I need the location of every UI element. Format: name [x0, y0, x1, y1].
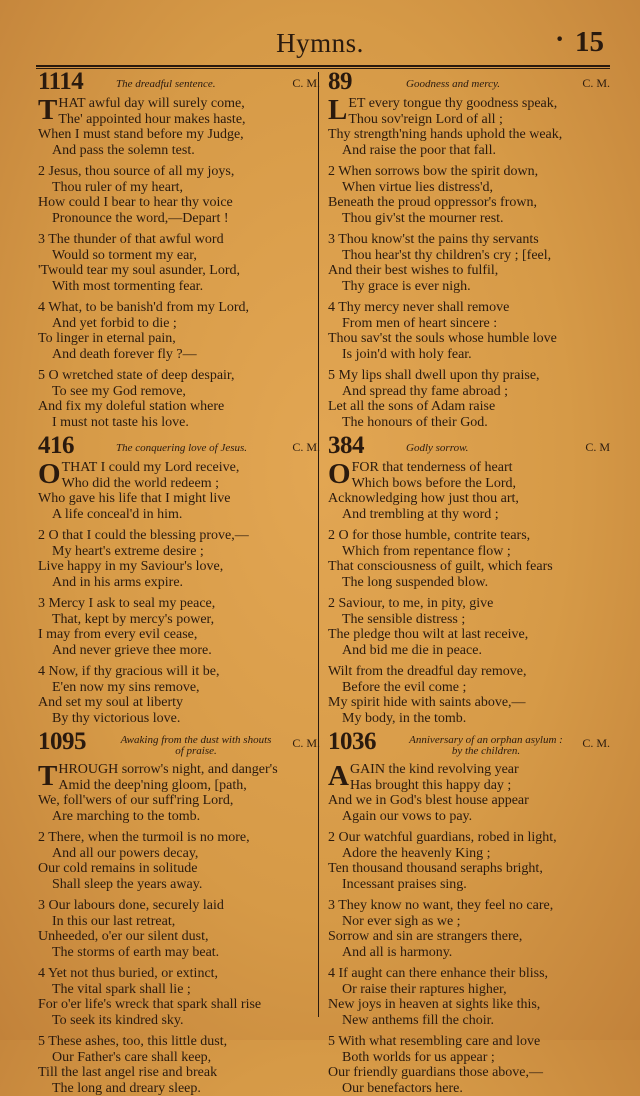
verse-line: 5 These ashes, too, this little dust, — [38, 1034, 320, 1050]
verse-line: We, foll'wers of our suff'ring Lord, — [38, 793, 320, 809]
stanza — [38, 164, 320, 226]
verse-line: Who gave his life that I might live — [38, 491, 320, 507]
verse-line: Thou sav'st the souls whose humble love — [328, 331, 610, 347]
verse-line: Thou ruler of my heart, — [38, 180, 320, 196]
verse-text: ET every tongue thy goodness speak, — [348, 96, 557, 111]
verse-line: Again our vows to pay. — [328, 809, 610, 825]
verse-line: 5 My lips shall dwell upon thy praise, — [328, 368, 610, 384]
verse-text: HROUGH sorrow's night, and danger's — [58, 762, 277, 777]
stanza — [38, 528, 320, 590]
verse-line: Before the evil come ; — [328, 680, 610, 696]
stanza — [328, 300, 610, 362]
verse-line: 5 With what resembling care and love — [328, 1034, 610, 1050]
verse-line — [328, 762, 610, 778]
stanza — [38, 1034, 320, 1096]
hymn-number: 89 — [328, 68, 352, 96]
verse-line: The long and dreary sleep. — [38, 1081, 320, 1096]
verse-text: GAIN the kind revolving year — [350, 762, 519, 777]
verse-line: Acknowledging how just thou art, — [328, 491, 610, 507]
verse-line: 4 Now, if thy gracious will it be, — [38, 664, 320, 680]
verse-line: Our cold remains in solitude — [38, 861, 320, 877]
verse-line: 2 Jesus, thou source of all my joys, — [38, 164, 320, 180]
verse-line: Would so torment my ear, — [38, 248, 320, 264]
verse-line: 4 Thy mercy never shall remove — [328, 300, 610, 316]
verse-line: And their best wishes to fulfil, — [328, 263, 610, 279]
verse-line: And in his arms expire. — [38, 575, 320, 591]
verse-line: The' appointed hour makes haste, — [38, 112, 320, 128]
verse-line: The sensible distress ; — [328, 612, 610, 628]
hymn-meter: C. M. — [582, 76, 610, 91]
stanza — [328, 232, 610, 294]
verse-line: The storms of earth may beat. — [38, 945, 320, 961]
verse-line: Which from repentance flow ; — [328, 544, 610, 560]
hymn-number: 1095 — [38, 728, 86, 756]
stanza — [328, 664, 610, 726]
verse-line: The pledge thou wilt at last receive, — [328, 627, 610, 643]
page-title: Hymns. — [0, 28, 640, 59]
verse-line: My spirit hide with saints above,— — [328, 695, 610, 711]
verse-line: And bid me die in peace. — [328, 643, 610, 659]
hymn-meter: C. M — [585, 440, 610, 455]
hymn-number: 384 — [328, 432, 364, 460]
stanza — [328, 368, 610, 430]
verse-line: Our benefactors here. — [328, 1081, 610, 1096]
verse-line: Wilt from the dreadful day remove, — [328, 664, 610, 680]
hymn-heading — [328, 730, 610, 762]
verse-line: That consciousness of guilt, which fears — [328, 559, 610, 575]
verse-line: 4 Yet not thus buried, or extinct, — [38, 966, 320, 982]
hymn-block — [38, 70, 320, 430]
verse-line: Thou giv'st the mourner rest. — [328, 211, 610, 227]
verse-line: 3 The thunder of that awful word — [38, 232, 320, 248]
verse-line: Incessant praises sing. — [328, 877, 610, 893]
verse-line: Thy grace is ever nigh. — [328, 279, 610, 295]
stanza — [328, 164, 610, 226]
verse-line: Unheeded, o'er our silent dust, — [38, 929, 320, 945]
stanza — [38, 96, 320, 158]
stanza — [328, 1034, 610, 1096]
drop-cap: T — [38, 97, 57, 124]
verse-text: FOR that tenderness of heart — [352, 460, 513, 475]
stanza — [328, 966, 610, 1028]
verse-line: When virtue lies distress'd, — [328, 180, 610, 196]
verse-text: HAT awful day will surely come, — [58, 96, 244, 111]
verse-line: Shall sleep the years away. — [38, 877, 320, 893]
verse-line — [38, 460, 320, 476]
stanza — [38, 232, 320, 294]
stanza — [38, 300, 320, 362]
header-rule — [36, 65, 610, 67]
hymn-theme: The conquering love of Jesus. — [116, 442, 247, 454]
verse-line: To linger in eternal pain, — [38, 331, 320, 347]
stanza — [328, 898, 610, 960]
drop-cap: A — [328, 763, 349, 790]
verse-line: I must not taste his love. — [38, 415, 320, 431]
stanza — [328, 460, 610, 522]
page-number: · 15 — [575, 26, 604, 59]
hymn-block — [38, 434, 320, 726]
verse-line: How could I bear to hear thy voice — [38, 195, 320, 211]
hymn-block — [38, 730, 320, 1096]
drop-cap: L — [328, 97, 347, 124]
verse-line: And set my soul at liberty — [38, 695, 320, 711]
verse-line: Till the last angel rise and break — [38, 1065, 320, 1081]
verse-line: And we in God's blest house appear — [328, 793, 610, 809]
page-header — [0, 28, 640, 64]
verse-line: I may from every evil cease, — [38, 627, 320, 643]
verse-line: For o'er life's wreck that spark shall rise — [38, 997, 320, 1013]
verse-line: 4 What, to be banish'd from my Lord, — [38, 300, 320, 316]
stanza — [38, 664, 320, 726]
verse-line: 2 There, when the turmoil is no more, — [38, 830, 320, 846]
hymn-theme: Anniversary of an orphan asylum : by the children. — [406, 735, 566, 757]
verse-line: E'en now my sins remove, — [38, 680, 320, 696]
verse-line: My body, in the tomb. — [328, 711, 610, 727]
verse-line: Who did the world redeem ; — [38, 476, 320, 492]
verse-line: And all our powers decay, — [38, 846, 320, 862]
verse-line: 2 O for those humble, contrite tears, — [328, 528, 610, 544]
verse-line: Has brought this happy day ; — [328, 778, 610, 794]
verse-line: 2 When sorrows bow the spirit down, — [328, 164, 610, 180]
hymn-heading — [38, 70, 320, 96]
verse-line: That, kept by mercy's power, — [38, 612, 320, 628]
stanza — [38, 460, 320, 522]
verse-line: With most tormenting fear. — [38, 279, 320, 295]
hymn-theme: Awaking from the dust with shouts of praise. — [116, 735, 276, 757]
verse-line: 5 O wretched state of deep despair, — [38, 368, 320, 384]
hymn-heading — [328, 70, 610, 96]
verse-line: Or raise their raptures higher, — [328, 982, 610, 998]
verse-line: To see my God remove, — [38, 384, 320, 400]
verse-line: 2 Saviour, to me, in pity, give — [328, 596, 610, 612]
hymn-block — [328, 434, 610, 726]
verse-line: When I must stand before my Judge, — [38, 127, 320, 143]
stanza — [38, 596, 320, 658]
stanza — [38, 966, 320, 1028]
stanza — [328, 830, 610, 892]
hymn-block — [328, 730, 610, 1096]
verse-line: Thy strength'ning hands uphold the weak, — [328, 127, 610, 143]
verse-line: Nor ever sigh as we ; — [328, 914, 610, 930]
hymn-number: 1036 — [328, 728, 376, 756]
verse-line: To seek its kindred sky. — [38, 1013, 320, 1029]
stanza — [38, 898, 320, 960]
verse-line: Which bows before the Lord, — [328, 476, 610, 492]
verse-line: And pass the solemn test. — [38, 143, 320, 159]
hymn-heading — [38, 730, 320, 762]
stanza — [328, 596, 610, 658]
verse-line: New anthems fill the choir. — [328, 1013, 610, 1029]
verse-text: THAT I could my Lord receive, — [62, 460, 240, 475]
verse-line — [38, 762, 320, 778]
verse-line: 3 Our labours done, securely laid — [38, 898, 320, 914]
verse-line: In this our last retreat, — [38, 914, 320, 930]
hymn-meter: C. M. — [582, 736, 610, 751]
hymn-heading — [328, 434, 610, 460]
stanza — [328, 762, 610, 824]
verse-line: And all is harmony. — [328, 945, 610, 961]
hymn-meter: C. M. — [292, 76, 320, 91]
right-column — [328, 70, 610, 1096]
stanza — [38, 368, 320, 430]
verse-line: 'Twould tear my soul asunder, Lord, — [38, 263, 320, 279]
left-column — [38, 70, 320, 1096]
verse-line: And spread thy fame abroad ; — [328, 384, 610, 400]
hymn-number: 1114 — [38, 68, 83, 96]
verse-line: 3 Thou know'st the pains thy servants — [328, 232, 610, 248]
hymn-meter: C. M. — [292, 440, 320, 455]
verse-line: Amid the deep'ning gloom, [path, — [38, 778, 320, 794]
verse-line: And yet forbid to die ; — [38, 316, 320, 332]
verse-line: My heart's extreme desire ; — [38, 544, 320, 560]
verse-line: And fix my doleful station where — [38, 399, 320, 415]
verse-line: Ten thousand thousand seraphs bright, — [328, 861, 610, 877]
verse-line: From men of heart sincere : — [328, 316, 610, 332]
verse-line: By thy victorious love. — [38, 711, 320, 727]
drop-cap: O — [328, 461, 351, 488]
verse-line: Pronounce the word,—Depart ! — [38, 211, 320, 227]
hymn-meter: C. M. — [292, 736, 320, 751]
drop-cap: O — [38, 461, 61, 488]
hymn-block — [328, 70, 610, 430]
verse-line — [328, 96, 610, 112]
verse-line: 2 Our watchful guardians, robed in light, — [328, 830, 610, 846]
verse-line: 3 They know no want, they feel no care, — [328, 898, 610, 914]
verse-line: And raise the poor that fall. — [328, 143, 610, 159]
hymn-number: 416 — [38, 432, 74, 460]
verse-line: A life conceal'd in him. — [38, 507, 320, 523]
verse-line: The long suspended blow. — [328, 575, 610, 591]
verse-line: Beneath the proud oppressor's frown, — [328, 195, 610, 211]
hymn-theme: The dreadful sentence. — [116, 78, 215, 90]
verse-line: New joys in heaven at sights like this, — [328, 997, 610, 1013]
verse-line: Adore the heavenly King ; — [328, 846, 610, 862]
verse-line: Let all the sons of Adam raise — [328, 399, 610, 415]
verse-line: Both worlds for us appear ; — [328, 1050, 610, 1066]
verse-line — [38, 96, 320, 112]
header-rule-thin — [36, 68, 610, 69]
stanza — [38, 830, 320, 892]
hymn-theme: Godly sorrow. — [406, 442, 468, 454]
verse-line: Thou sov'reign Lord of all ; — [328, 112, 610, 128]
verse-line: The honours of their God. — [328, 415, 610, 431]
verse-line: 4 If aught can there enhance their bliss, — [328, 966, 610, 982]
verse-line: Sorrow and sin are strangers there, — [328, 929, 610, 945]
stanza — [328, 96, 610, 158]
verse-line: And never grieve thee more. — [38, 643, 320, 659]
hymn-theme: Goodness and mercy. — [406, 78, 500, 90]
verse-line: Live happy in my Saviour's love, — [38, 559, 320, 575]
verse-line: Our friendly guardians those above,— — [328, 1065, 610, 1081]
verse-line: And trembling at thy word ; — [328, 507, 610, 523]
verse-line: Is join'd with holy fear. — [328, 347, 610, 363]
stanza — [38, 762, 320, 824]
verse-line: 2 O that I could the blessing prove,— — [38, 528, 320, 544]
verse-line — [328, 460, 610, 476]
verse-line: Thou hear'st thy children's cry ; [feel, — [328, 248, 610, 264]
stanza — [328, 528, 610, 590]
verse-line: 3 Mercy I ask to seal my peace, — [38, 596, 320, 612]
hymn-heading — [38, 434, 320, 460]
drop-cap: T — [38, 763, 57, 790]
verse-line: Our Father's care shall keep, — [38, 1050, 320, 1066]
verse-line: The vital spark shall lie ; — [38, 982, 320, 998]
verse-line: Are marching to the tomb. — [38, 809, 320, 825]
verse-line: And death forever fly ?— — [38, 347, 320, 363]
